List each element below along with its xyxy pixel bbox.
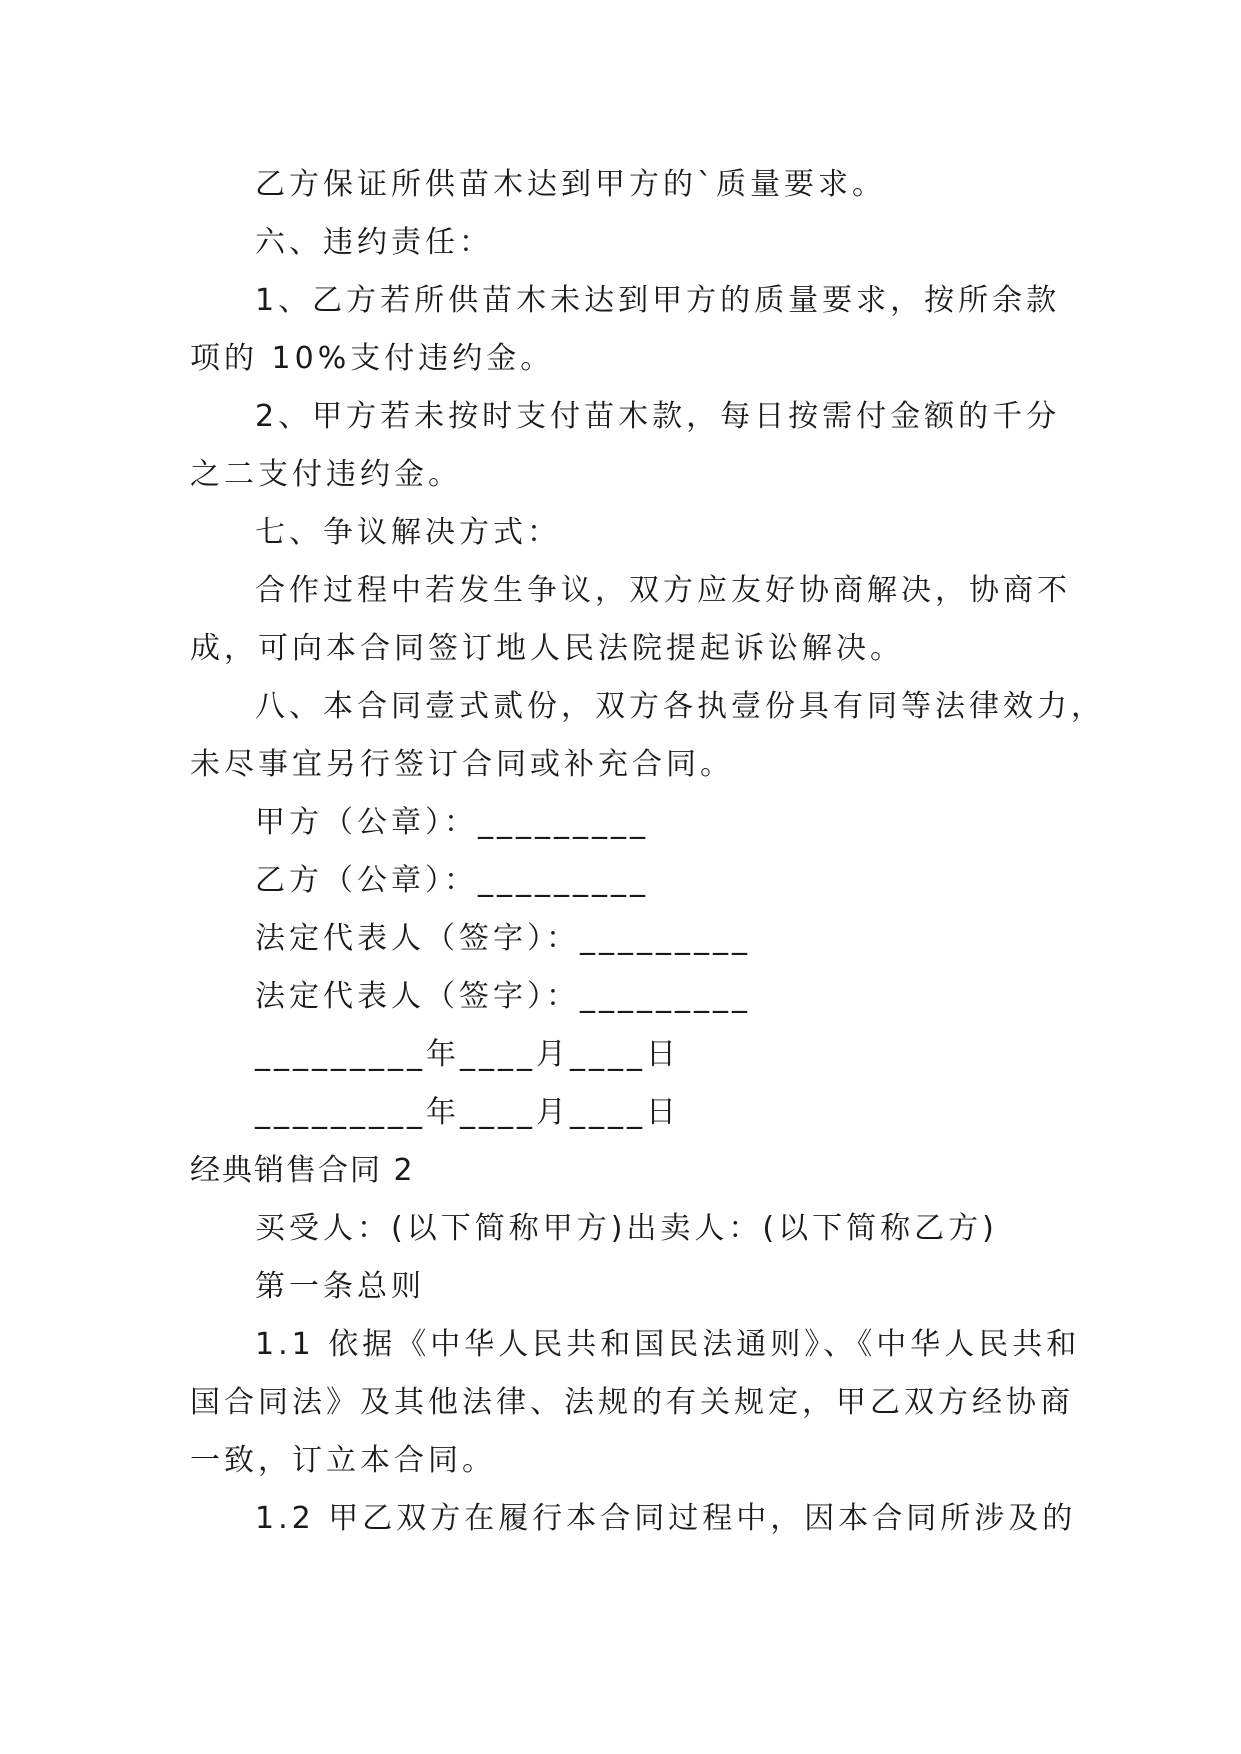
paragraph-line: 成，可向本合同签订地人民法院提起诉讼解决。 <box>190 631 904 666</box>
section-heading: 六、违约责任： <box>255 225 493 260</box>
paragraph-line: 未尽事宜另行签订合同或补充合同。 <box>190 747 734 782</box>
contract-title: 经典销售合同 2 <box>190 1153 415 1188</box>
paragraph-line: 八、本合同壹式贰份，双方各执壹份具有同等法律效力， <box>255 689 1105 724</box>
parties-line: 买受人：(以下简称甲方)出卖人：(以下简称乙方) <box>255 1211 998 1246</box>
signature-line-representative: 法定代表人（签字）：_________ <box>255 979 751 1014</box>
paragraph-line: 2、甲方若未按时支付苗木款，每日按需付金额的千分 <box>255 399 1061 434</box>
article-heading: 第一条总则 <box>255 1269 425 1304</box>
date-line: _________年____月____日 <box>255 1095 680 1130</box>
signature-line-representative: 法定代表人（签字）：_________ <box>255 921 751 956</box>
paragraph-line: 1.1 依据《中华人民共和国民法通则》、《中华人民共和 <box>255 1327 1081 1362</box>
paragraph-line: 乙方保证所供苗木达到甲方的`质量要求。 <box>255 167 886 202</box>
paragraph-line: 国合同法》及其他法律、法规的有关规定，甲乙双方经协商 <box>190 1385 1074 1420</box>
signature-line-party-b: 乙方（公章）：_________ <box>255 863 649 898</box>
paragraph-line: 1、乙方若所供苗木未达到甲方的质量要求，按所余款 <box>255 283 1061 318</box>
paragraph-line: 合作过程中若发生争议，双方应友好协商解决，协商不 <box>255 573 1071 608</box>
signature-line-party-a: 甲方（公章）：_________ <box>255 805 649 840</box>
paragraph-line: 项的 10%支付违约金。 <box>190 341 555 376</box>
date-line: _________年____月____日 <box>255 1037 680 1072</box>
paragraph-line: 一致，订立本合同。 <box>190 1443 496 1478</box>
section-heading: 七、争议解决方式： <box>255 515 561 550</box>
paragraph-line: 之二支付违约金。 <box>190 457 462 492</box>
paragraph-line: 1.2 甲乙双方在履行本合同过程中，因本合同所涉及的 <box>255 1501 1077 1536</box>
